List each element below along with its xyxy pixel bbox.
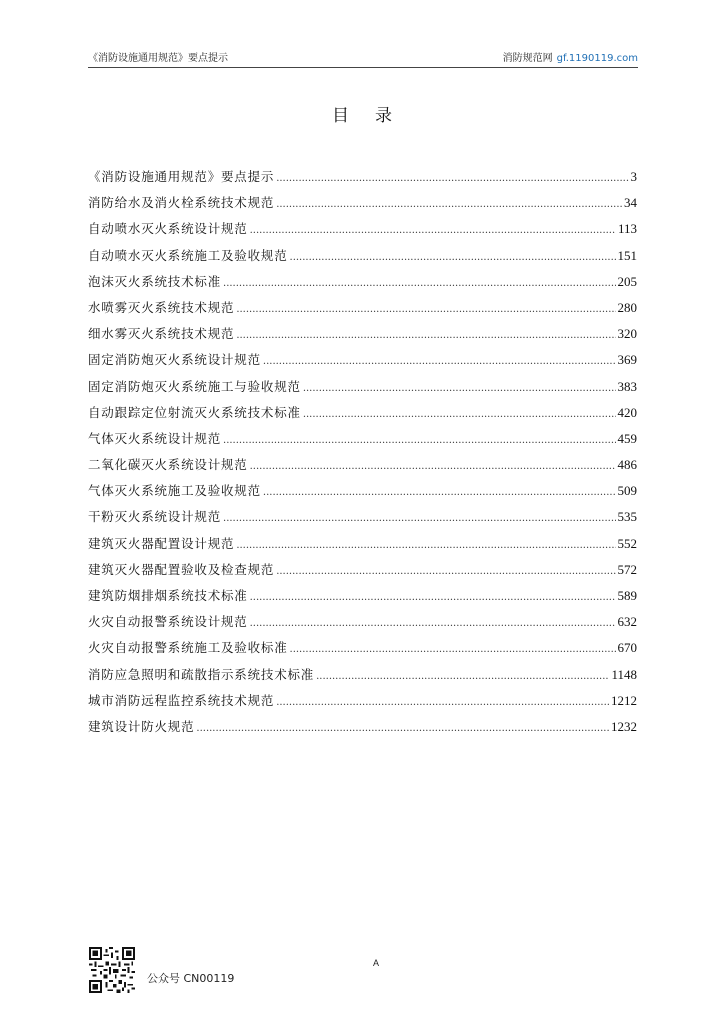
toc-entry[interactable] [88,452,637,478]
toc-entry[interactable] [88,164,637,190]
toc-dot-leader [250,611,616,637]
toc-entry[interactable] [88,531,637,557]
toc-entry-title: 消防应急照明和疏散指示系统技术标准 [88,666,315,682]
toc-entry-title: 泡沫灭火系统技术标准 [88,273,222,289]
toc-entry-title: 建筑灭火器配置验收及检查规范 [88,561,275,577]
toc-dot-leader [250,218,616,244]
toc-dot-leader [276,690,609,716]
toc-entry[interactable] [88,478,637,504]
toc-dot-leader [236,297,615,323]
header-divider [88,67,638,68]
toc-dot-leader [223,428,615,454]
toc-dot-leader [250,454,616,480]
toc-entry-page: 1232 [611,718,637,734]
toc-entry-title: 二氧化碳灭火系统设计规范 [88,457,248,473]
toc-dot-leader [303,402,616,428]
toc-entry[interactable] [88,295,637,321]
toc-entry[interactable] [88,557,637,583]
toc-entry-title: 建筑灭火器配置设计规范 [88,535,235,551]
toc-entry-page: 509 [617,483,637,499]
toc-entry[interactable] [88,243,637,269]
header-site-name: 消防规范网 [502,53,553,64]
toc-entry-title: 火灾自动报警系统设计规范 [88,614,248,630]
footer-page-number: A [372,958,379,968]
toc-entry[interactable] [88,714,637,740]
toc-entry-title: 自动跟踪定位射流灭火系统技术标准 [88,404,301,420]
toc-entry-title: 《消防设施通用规范》要点提示 [88,169,275,184]
footer-account-label: 公众号 CN00119 [147,972,235,985]
toc-entry-title: 消防给水及消火栓系统技术规范 [88,195,275,211]
toc-entry[interactable] [88,504,637,530]
toc-dot-leader [250,585,616,611]
toc-entry-title: 气体灭火系统施工及验收规范 [88,483,261,499]
toc-entry-page: 383 [617,378,637,394]
toc-entry-page: 205 [617,273,637,289]
header-document-title: 《消防设施通用规范》要点提示 [88,53,228,64]
toc-dot-leader [196,716,609,742]
toc-entry[interactable] [88,426,637,452]
toc-entry-page: 280 [617,299,637,315]
toc-entry-page: 3 [630,169,637,184]
toc-entry-page: 320 [617,326,637,342]
toc-dot-leader [290,637,616,663]
toc-entry-title: 建筑设计防火规范 [88,718,195,734]
toc-entry-page: 670 [617,640,637,656]
toc-dot-leader [236,323,615,349]
toc-entry-page: 113 [617,221,637,237]
toc-dot-leader [236,533,615,559]
toc-entry[interactable] [88,609,637,635]
toc-entry-page: 34 [624,195,637,211]
toc-dot-leader [276,559,615,585]
toc-entry-title: 干粉灭火系统设计规范 [88,509,222,525]
qr-code-icon [89,947,135,993]
toc-entry-page: 459 [617,430,637,446]
toc-dot-leader [223,506,615,532]
toc-entry[interactable] [88,190,637,216]
toc-entry-title: 建筑防烟排烟系统技术标准 [88,588,248,603]
toc-entry-page: 369 [617,352,637,368]
page-header [88,52,638,66]
toc-dot-leader [276,166,628,192]
toc-entry[interactable] [88,400,637,426]
toc-entry[interactable] [88,374,637,400]
toc-entry-page: 589 [617,588,637,603]
toc-entry-title: 水喷雾灭火系统技术规范 [88,299,235,315]
toc-entry[interactable] [88,347,637,373]
toc-entry-page: 535 [617,509,637,525]
toc-dot-leader [276,192,622,218]
page-title: 目录 [332,106,418,126]
toc-entry-title: 城市消防远程监控系统技术规范 [88,692,275,708]
toc-dot-leader [223,271,615,297]
toc-entry-page: 420 [617,404,637,420]
table-of-contents [88,164,637,740]
toc-entry-page: 1148 [611,666,637,682]
toc-entry-page: 552 [617,535,637,551]
toc-entry-page: 572 [617,561,637,577]
toc-entry[interactable] [88,216,637,242]
toc-dot-leader [303,376,616,402]
header-site-link[interactable]: gf.1190119.com [556,53,638,64]
toc-entry-page: 151 [617,247,637,263]
toc-dot-leader [290,245,616,271]
toc-entry[interactable] [88,688,637,714]
toc-entry-page: 486 [617,457,637,473]
toc-entry-title: 气体灭火系统设计规范 [88,430,222,446]
toc-entry[interactable] [88,662,637,688]
toc-dot-leader [263,480,616,506]
toc-entry-title: 固定消防炮灭火系统施工与验收规范 [88,378,301,394]
toc-entry[interactable] [88,635,637,661]
toc-entry-title: 自动喷水灭火系统施工及验收规范 [88,247,288,263]
toc-entry-title: 固定消防炮灭火系统设计规范 [88,352,261,368]
toc-dot-leader [263,349,616,375]
toc-entry[interactable] [88,321,637,347]
toc-entry[interactable] [88,269,637,295]
toc-entry-title: 自动喷水灭火系统设计规范 [88,221,248,237]
toc-entry-page: 632 [617,614,637,630]
toc-entry-page: 1212 [611,692,637,708]
toc-dot-leader [316,664,609,690]
toc-entry[interactable] [88,583,637,609]
toc-entry-title: 细水雾灭火系统技术规范 [88,326,235,342]
toc-entry-title: 火灾自动报警系统施工及验收标准 [88,640,288,656]
header-site [503,52,638,66]
